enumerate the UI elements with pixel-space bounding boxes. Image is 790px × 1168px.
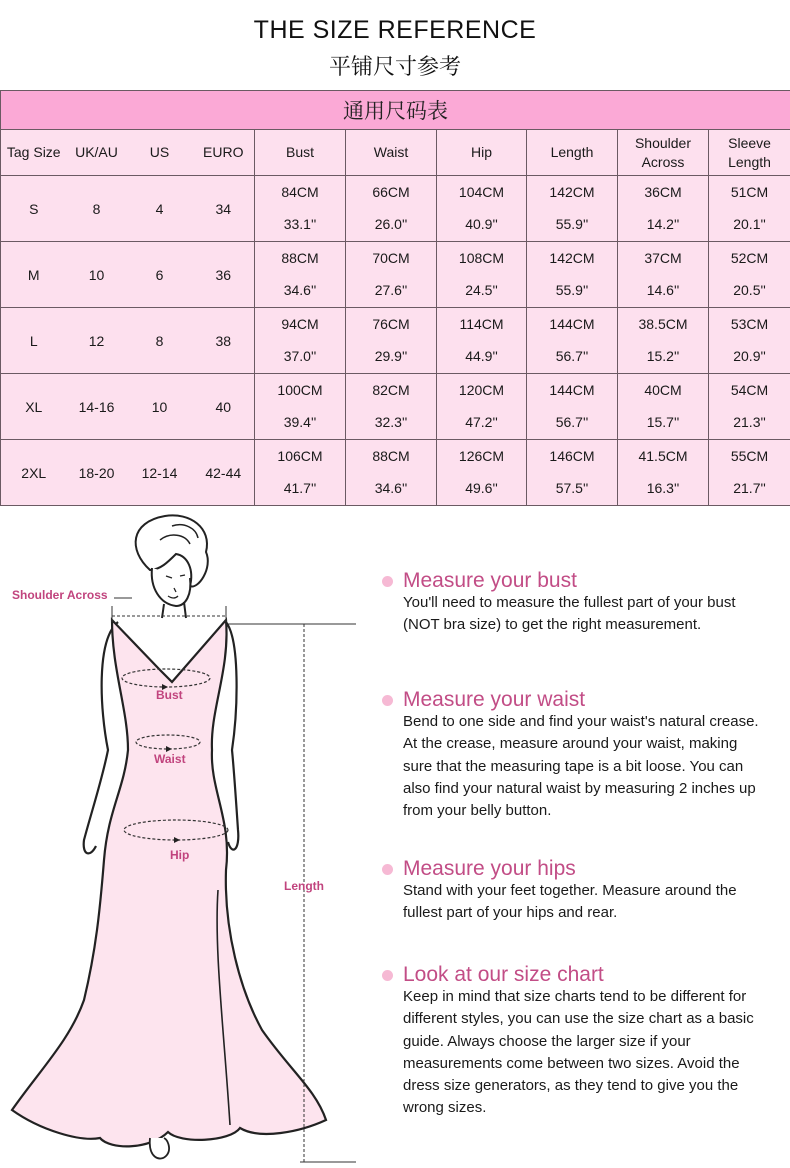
cell-hip xyxy=(437,308,527,374)
waist-cm-value: 70CM xyxy=(372,250,410,266)
guide-line: dress size generators, as they tend to give you the xyxy=(403,1077,739,1095)
shoulder-inch-value: 15.7'' xyxy=(646,414,680,430)
cell-shoulder xyxy=(618,440,709,506)
cell-tag: S xyxy=(1,176,67,242)
waist-inch-value: 34.6'' xyxy=(374,480,408,496)
guide-section-size-chart xyxy=(380,963,790,1120)
bullet-dot-icon xyxy=(382,864,393,875)
hip-label: Hip xyxy=(170,848,190,862)
waist-cm-value: 82CM xyxy=(372,382,410,398)
cell-bust xyxy=(255,176,346,242)
cell-uk: 10 xyxy=(67,242,127,308)
cell-tag: 2XL xyxy=(1,440,67,506)
cell-length xyxy=(527,176,618,242)
table-row xyxy=(1,176,790,242)
bust-cm-value: 84CM xyxy=(281,184,319,200)
cell-shoulder xyxy=(618,176,709,242)
guide-body xyxy=(403,711,790,822)
shoulder-inch-value: 15.2'' xyxy=(646,348,680,364)
cell-uk: 18-20 xyxy=(67,440,127,506)
cell-waist xyxy=(346,440,437,506)
hip-cm-value: 108CM xyxy=(458,250,505,266)
guide-line: (NOT bra size) to get the right measurement. xyxy=(403,616,702,634)
length-inch-value: 55.9'' xyxy=(555,216,589,232)
cell-us: 8 xyxy=(127,308,193,374)
table-row xyxy=(1,308,790,374)
bust-cm-value: 94CM xyxy=(281,316,319,332)
waist-inch-value: 27.6'' xyxy=(374,282,408,298)
shoulder-inch-value: 14.6'' xyxy=(646,282,680,298)
shoulder-inch-value: 14.2'' xyxy=(646,216,680,232)
guide-body xyxy=(403,986,790,1120)
face-shape xyxy=(152,568,191,606)
guide-line: Stand with your feet together. Measure around the xyxy=(403,882,737,899)
cell-euro: 36 xyxy=(193,242,255,308)
guide-line: Bend to one side and find your waist's natural crease. xyxy=(403,713,759,730)
sleeve-cm-value: 53CM xyxy=(730,316,769,332)
hip-inch-value: 40.9'' xyxy=(465,216,498,232)
sleeve-inch-value: 21.7'' xyxy=(733,480,766,496)
guide-title: Measure your waist xyxy=(403,688,586,711)
guide-line: Keep in mind that size charts tend to be different for xyxy=(403,988,747,1005)
bust-inch-value: 41.7'' xyxy=(283,480,317,496)
bust-cm-value: 106CM xyxy=(277,448,323,464)
bust-cm-value: 100CM xyxy=(277,382,323,398)
hip-inch-value: 24.5'' xyxy=(465,282,498,298)
guide-line: from your belly button. xyxy=(403,802,552,820)
column-header: Hip xyxy=(437,130,527,176)
cell-tag: XL xyxy=(1,374,67,440)
column-header: US xyxy=(127,130,193,176)
cell-length xyxy=(527,242,618,308)
length-cm-value: 144CM xyxy=(549,316,595,332)
size-chart-table xyxy=(0,90,790,506)
table-row xyxy=(1,242,790,308)
length-inch-value: 57.5'' xyxy=(555,480,589,496)
cell-hip xyxy=(437,440,527,506)
cell-tag: M xyxy=(1,242,67,308)
cell-hip xyxy=(437,242,527,308)
cell-shoulder xyxy=(618,374,709,440)
sleeve-cm-value: 51CM xyxy=(730,184,769,200)
waist-inch-value: 29.9'' xyxy=(374,348,408,364)
sleeve-cm-value: 55CM xyxy=(730,448,769,464)
column-header: UK/AU xyxy=(67,130,127,176)
cell-length xyxy=(527,374,618,440)
bullet-dot-icon xyxy=(382,576,393,587)
guide-line: guide. Always choose the larger size if your xyxy=(403,1032,691,1050)
guide-line: wrong sizes. xyxy=(403,1099,487,1117)
cell-hip xyxy=(437,176,527,242)
bust-inch-value: 39.4'' xyxy=(283,414,317,430)
guide-line: measurements come between two sizes. Avoid the xyxy=(403,1054,740,1072)
hip-inch-value: 47.2'' xyxy=(465,414,498,430)
cell-euro: 34 xyxy=(193,176,255,242)
waist-inch-value: 26.0'' xyxy=(374,216,408,232)
length-cm-value: 142CM xyxy=(549,250,595,266)
cell-us: 12-14 xyxy=(127,440,193,506)
column-header: Shoulder Across xyxy=(618,130,709,176)
cell-hip xyxy=(437,374,527,440)
cell-uk: 14-16 xyxy=(67,374,127,440)
cell-us: 6 xyxy=(127,242,193,308)
bust-inch-value: 33.1'' xyxy=(283,216,317,232)
cell-shoulder xyxy=(618,242,709,308)
cell-length xyxy=(527,440,618,506)
cell-waist xyxy=(346,176,437,242)
column-header: Bust xyxy=(255,130,346,176)
hip-inch-value: 44.9'' xyxy=(465,348,498,364)
column-header: Length xyxy=(527,130,618,176)
guide-line: different styles, you can use the size chart as a basic xyxy=(403,1010,754,1028)
length-inch-value: 56.7'' xyxy=(555,348,589,364)
column-header: EURO xyxy=(193,130,255,176)
hip-cm-value: 114CM xyxy=(459,316,504,332)
shoulder-cm-value: 40CM xyxy=(644,382,682,398)
shoulder-inch-value: 16.3'' xyxy=(646,480,680,496)
page-title: THE SIZE REFERENCE xyxy=(253,16,537,44)
shoulder-cm-value: 37CM xyxy=(644,250,682,266)
shoulder-cm-value: 41.5CM xyxy=(638,448,688,464)
length-inch-value: 56.7'' xyxy=(555,414,589,430)
cell-waist xyxy=(346,374,437,440)
guide-title: Look at our size chart xyxy=(403,963,604,986)
hip-cm-value: 120CM xyxy=(458,382,505,398)
column-header: Waist xyxy=(346,130,437,176)
dress-figure-illustration xyxy=(0,510,360,1165)
guide-line: also find your natural waist by measuring 2 inches up xyxy=(403,779,756,797)
guide-section-waist xyxy=(380,688,790,822)
length-label: Length xyxy=(284,879,324,893)
cell-waist xyxy=(346,242,437,308)
guide-section-bust xyxy=(380,569,790,637)
cell-bust xyxy=(255,374,346,440)
cell-bust xyxy=(255,440,346,506)
cell-shoulder xyxy=(618,308,709,374)
waist-cm-value: 88CM xyxy=(372,448,410,464)
table-row xyxy=(1,374,790,440)
cell-euro: 38 xyxy=(193,308,255,374)
shoulder-across-label: Shoulder Across xyxy=(12,588,108,602)
length-cm-value: 146CM xyxy=(549,448,595,464)
cell-us: 4 xyxy=(127,176,193,242)
cell-sleeve xyxy=(709,176,790,242)
guide-section-hips xyxy=(380,857,790,925)
guide-line: sure that the measuring tape is a bit loose. You can xyxy=(403,757,744,775)
cell-sleeve xyxy=(709,308,790,374)
guide-line: At the crease, measure around your waist, making xyxy=(403,735,738,753)
bust-label: Bust xyxy=(156,688,183,702)
guide-body xyxy=(403,592,790,637)
table-row xyxy=(1,440,790,506)
column-header: Tag Size xyxy=(1,130,67,176)
waist-label: Waist xyxy=(154,752,186,766)
bust-inch-value: 37.0'' xyxy=(283,348,317,364)
cell-sleeve xyxy=(709,374,790,440)
guide-title: Measure your bust xyxy=(403,569,577,592)
bust-cm-value: 88CM xyxy=(281,250,319,266)
sleeve-cm-value: 54CM xyxy=(730,382,769,398)
waist-inch-value: 32.3'' xyxy=(374,414,408,430)
sleeve-inch-value: 20.1'' xyxy=(733,216,766,232)
bullet-dot-icon xyxy=(382,695,393,706)
cell-bust xyxy=(255,242,346,308)
hip-inch-value: 49.6'' xyxy=(465,480,498,496)
table-banner: 通用尺码表 xyxy=(1,91,790,130)
cell-uk: 12 xyxy=(67,308,127,374)
page-subtitle: 平铺尺寸参考 xyxy=(328,55,461,80)
sleeve-cm-value: 52CM xyxy=(730,250,769,266)
waist-cm-value: 66CM xyxy=(372,184,410,200)
shoulder-cm-value: 36CM xyxy=(644,184,682,200)
table-header-row xyxy=(1,130,790,176)
cell-uk: 8 xyxy=(67,176,127,242)
cell-sleeve xyxy=(709,242,790,308)
waist-cm-value: 76CM xyxy=(372,316,410,332)
sleeve-inch-value: 20.9'' xyxy=(733,348,766,364)
shoulder-cm-value: 38.5CM xyxy=(638,316,688,332)
guide-title: Measure your hips xyxy=(403,857,576,880)
bullet-dot-icon xyxy=(382,970,393,981)
length-cm-value: 144CM xyxy=(549,382,595,398)
guide-body xyxy=(403,880,790,925)
length-inch-value: 55.9'' xyxy=(555,282,589,298)
cell-euro: 42-44 xyxy=(193,440,255,506)
cell-bust xyxy=(255,308,346,374)
column-header: Sleeve Length xyxy=(709,130,790,176)
cell-length xyxy=(527,308,618,374)
cell-sleeve xyxy=(709,440,790,506)
sleeve-inch-value: 21.3'' xyxy=(733,414,766,430)
hip-cm-value: 126CM xyxy=(458,448,505,464)
sleeve-inch-value: 20.5'' xyxy=(733,282,766,298)
guide-line: You'll need to measure the fullest part of your bust xyxy=(403,594,736,611)
guide-line: fullest part of your hips and rear. xyxy=(403,904,618,922)
cell-euro: 40 xyxy=(193,374,255,440)
hip-cm-value: 104CM xyxy=(458,184,505,200)
bust-inch-value: 34.6'' xyxy=(283,282,317,298)
cell-waist xyxy=(346,308,437,374)
right-arm xyxy=(226,622,238,850)
cell-us: 10 xyxy=(127,374,193,440)
cell-tag: L xyxy=(1,308,67,374)
length-cm-value: 142CM xyxy=(549,184,595,200)
